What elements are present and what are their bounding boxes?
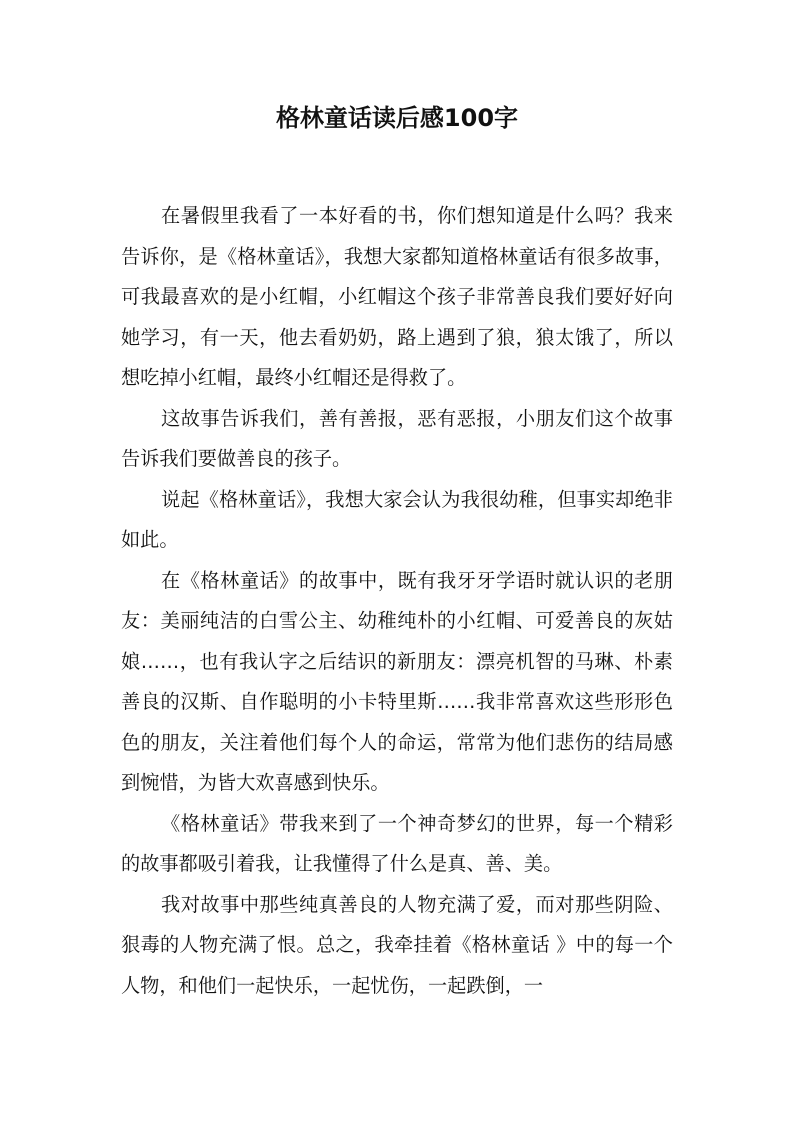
- document-title: 格林童话读后感100字: [275, 104, 519, 132]
- document-body: [121, 196, 673, 1006]
- paragraph-3: 说起《格林童话》，我想大家会认为我很幼稚，但事实却绝非如此。: [121, 487, 673, 551]
- paragraph-1: 在暑假里我看了一本好看的书，你们想知道是什么吗？我来告诉你，是《格林童话》，我想大家都知道格林童话有很多故事，可我最喜欢的是小红帽，小红帽这个孩子非常善良我们要好好向她学习，有一天，他去看奶奶，路上遇到了狼，狼太饿了，所以想吃掉小红帽，最终小红帽还是得救了。: [121, 204, 673, 389]
- paragraph-4: 在《格林童话》的故事中，既有我牙牙学语时就认识的老朋友：美丽纯洁的白雪公主、幼稚纯朴的小红帽、可爱善良的灰姑娘……，也有我认字之后结识的新朋友：漂亮机智的马琳、朴素善良的汉斯、自作聪明的小卡特里斯……我非常喜欢这些形形色色的朋友，关注着他们每个人的命运，常常为他们悲伤的结局感到惋惜，为皆大欢喜感到快乐。: [121, 568, 673, 794]
- paragraph-5: 《格林童话》带我来到了一个神奇梦幻的世界，每一个精彩的故事都吸引着我，让我懂得了什么是真、善、美。: [121, 811, 673, 875]
- paragraph-2: 这故事告诉我们，善有善报，恶有恶报，小朋友们这个故事告诉我们要做善良的孩子。: [121, 406, 673, 470]
- paragraph-6: 我对故事中那些纯真善良的人物充满了爱，而对那些阴险、狠毒的人物充满了恨。总之，我牵挂着《格林童话 》中的每一个人物，和他们一起快乐，一起忧伤，一起跌倒，一: [121, 892, 673, 997]
